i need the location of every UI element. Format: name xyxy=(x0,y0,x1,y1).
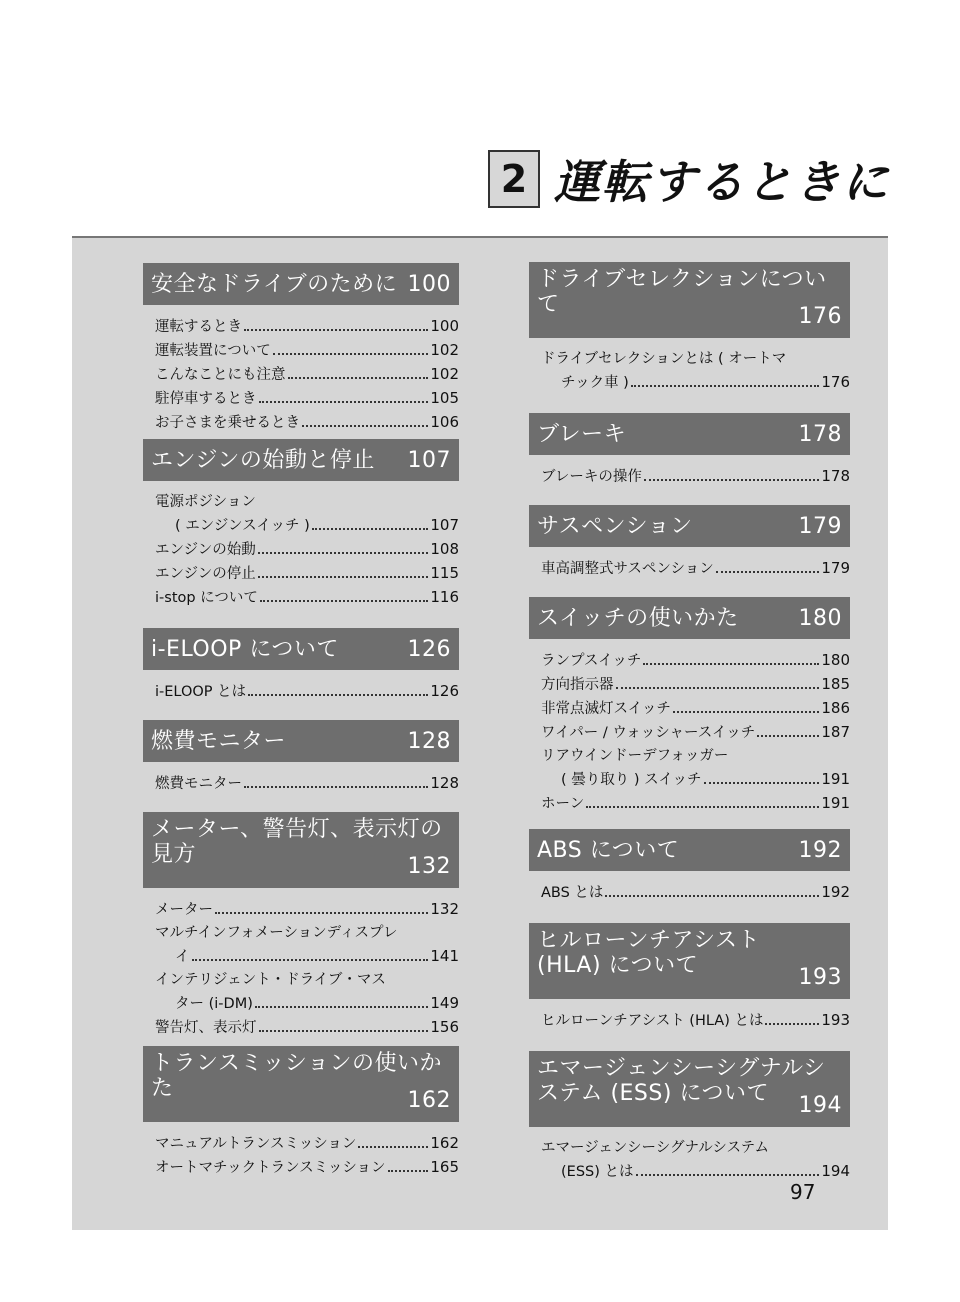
entry-page: 141 xyxy=(430,947,459,965)
entry-page: 115 xyxy=(430,564,459,582)
entry-text: ヒルローンチアシスト (HLA) とは xyxy=(541,1013,764,1029)
entry-text: 燃費モニター xyxy=(155,776,242,792)
section-heading[interactable] xyxy=(529,413,850,455)
entry-text-line1: ドライブセレクションとは ( オートマ xyxy=(541,351,787,367)
leader-dots xyxy=(586,806,819,808)
leader-dots xyxy=(631,385,820,387)
leader-dots xyxy=(273,353,429,355)
entry-page: 191 xyxy=(821,770,850,788)
toc-entry[interactable] xyxy=(155,514,459,538)
entry-page: 192 xyxy=(821,883,850,901)
entry-text: こんなことにも注意 xyxy=(155,367,286,383)
section-title: ABS について xyxy=(537,837,680,863)
entry-page: 162 xyxy=(430,1134,459,1152)
toc-entry[interactable] xyxy=(541,465,850,489)
entry-page: 187 xyxy=(821,723,850,741)
entry-text: メーター xyxy=(155,902,213,918)
entry-text: i-stop について xyxy=(155,590,258,606)
entry-page: 128 xyxy=(430,774,459,792)
section-heading[interactable] xyxy=(529,505,850,547)
section-items xyxy=(143,670,459,710)
toc-entry[interactable] xyxy=(541,792,850,816)
toc-entry[interactable] xyxy=(155,945,459,969)
entry-page: 156 xyxy=(430,1018,459,1036)
section-items xyxy=(143,762,459,802)
entry-text: 方向指示器 xyxy=(541,677,614,693)
entry-text: i-ELOOP とは xyxy=(155,684,247,700)
entry-text: イ xyxy=(175,949,190,965)
entry-text: 非常点滅灯スイッチ xyxy=(541,701,671,717)
entry-page: 106 xyxy=(430,413,459,431)
entry-text: お子さまを乗せるとき xyxy=(155,415,300,431)
section-title-line2: た xyxy=(151,1075,174,1101)
entry-text: ホーン xyxy=(541,796,585,812)
leader-dots xyxy=(673,711,819,713)
toc-entry[interactable] xyxy=(155,772,459,796)
entry-page: 193 xyxy=(821,1011,850,1029)
toc-entry[interactable] xyxy=(155,538,459,562)
section-title-line2: ステム (ESS) について xyxy=(537,1080,770,1106)
section-title: i-ELOOP について xyxy=(151,636,339,662)
entry-text: ランプスイッチ xyxy=(541,653,642,669)
entry-page: 100 xyxy=(430,317,459,335)
entry-text-line1: エマージェンシーシグナルシステム xyxy=(541,1140,769,1156)
toc-entry[interactable] xyxy=(155,1156,459,1180)
contents-column-left xyxy=(143,263,459,1180)
entry-page: 108 xyxy=(430,540,459,558)
section-page: 132 xyxy=(407,854,451,880)
toc-entry[interactable] xyxy=(155,363,459,387)
leader-dots xyxy=(312,528,429,530)
section-heading[interactable] xyxy=(143,263,459,305)
toc-entry[interactable] xyxy=(541,1009,850,1033)
leader-dots xyxy=(616,687,820,689)
section-title: ヒルローンチアシスト xyxy=(537,928,761,953)
section-heading[interactable] xyxy=(529,1051,850,1127)
entry-page: 191 xyxy=(821,794,850,812)
toc-entry[interactable] xyxy=(541,649,850,673)
section-items xyxy=(529,999,850,1039)
section-items xyxy=(529,455,850,495)
toc-entry[interactable] xyxy=(155,586,459,610)
section-items xyxy=(529,338,850,400)
entry-page: 149 xyxy=(430,994,459,1012)
entry-text: ABS とは xyxy=(541,885,604,901)
section-title: ブレーキ xyxy=(537,421,627,447)
section-heading[interactable] xyxy=(143,439,459,481)
leader-dots xyxy=(765,1023,819,1025)
entry-page: 165 xyxy=(430,1158,459,1176)
leader-dots xyxy=(260,600,428,602)
section-page: 100 xyxy=(407,271,451,297)
leader-dots xyxy=(636,1174,820,1176)
chapter-title: 運転するときに xyxy=(554,155,890,209)
section-heading[interactable] xyxy=(143,720,459,762)
section-items xyxy=(143,888,459,1035)
leader-dots xyxy=(358,1146,428,1148)
entry-page: 185 xyxy=(821,675,850,693)
entry-page: 180 xyxy=(821,651,850,669)
entry-text: 運転するとき xyxy=(155,319,242,335)
section-title-line2: て xyxy=(537,291,560,317)
entry-text: 車高調整式サスペンション xyxy=(541,561,714,577)
leader-dots xyxy=(643,663,819,665)
toc-entry[interactable] xyxy=(541,673,850,697)
section-page: 126 xyxy=(407,636,451,662)
entry-page: 116 xyxy=(430,588,459,606)
leader-dots xyxy=(704,782,820,784)
section-page: 107 xyxy=(407,447,451,473)
section-title: 燃費モニター xyxy=(151,728,287,754)
entry-page: 194 xyxy=(821,1162,850,1180)
entry-page: 178 xyxy=(821,467,850,485)
entry-text: オートマチックトランスミッション xyxy=(155,1160,386,1176)
entry-text: マニュアルトランスミッション xyxy=(155,1136,357,1152)
leader-dots xyxy=(244,786,428,788)
toc-entry[interactable] xyxy=(541,371,850,395)
section-heading[interactable] xyxy=(529,923,850,999)
leader-dots xyxy=(757,735,819,737)
toc-entry[interactable] xyxy=(541,881,850,905)
leader-dots xyxy=(288,377,429,379)
entry-text-line1: インテリジェント・ドライブ・マス xyxy=(155,972,386,988)
entry-page: 179 xyxy=(821,559,850,577)
entry-text: ブレーキの操作 xyxy=(541,469,642,485)
leader-dots xyxy=(302,425,428,427)
toc-entry[interactable] xyxy=(155,339,459,363)
entry-text: ター (i-DM) xyxy=(175,996,253,1012)
entry-text-line1: リアウインドーデフォッガー xyxy=(541,748,729,764)
chapter-heading xyxy=(488,150,890,208)
section-title: トランスミッションの使いか xyxy=(151,1051,442,1076)
section-heading[interactable] xyxy=(529,829,850,871)
entry-page: 107 xyxy=(430,516,459,534)
section-page: 180 xyxy=(798,605,842,631)
section-page: 178 xyxy=(798,421,842,447)
section-items xyxy=(143,481,459,615)
toc-entry[interactable] xyxy=(155,898,459,922)
toc-entry[interactable] xyxy=(541,697,850,721)
section-title: エマージェンシーシグナルシ xyxy=(537,1056,826,1081)
toc-entry[interactable] xyxy=(155,315,459,339)
entry-page: 132 xyxy=(430,900,459,918)
section-title: スイッチの使いかた xyxy=(537,605,739,631)
toc-entry[interactable] xyxy=(155,680,459,704)
section-heading[interactable] xyxy=(529,262,850,338)
entry-text: 運転装置について xyxy=(155,343,271,359)
toc-entry[interactable] xyxy=(155,562,459,586)
entry-text: エンジンの始動 xyxy=(155,542,256,558)
section-page: 162 xyxy=(407,1088,451,1114)
section-page: 176 xyxy=(798,304,842,330)
toc-entry[interactable] xyxy=(155,411,459,435)
leader-dots xyxy=(716,571,820,573)
leader-dots xyxy=(388,1170,429,1172)
entry-page: 105 xyxy=(430,389,459,407)
leader-dots xyxy=(192,959,429,961)
section-page: 194 xyxy=(798,1093,842,1119)
toc-entry[interactable] xyxy=(155,1016,459,1040)
leader-dots xyxy=(248,694,428,696)
leader-dots xyxy=(215,912,428,914)
entry-page: 102 xyxy=(430,365,459,383)
section-heading[interactable] xyxy=(529,597,850,639)
entry-text: 警告灯、表示灯 xyxy=(155,1020,257,1036)
section-heading[interactable] xyxy=(143,1046,459,1122)
section-title: ドライブセレクションについ xyxy=(537,267,827,292)
section-heading[interactable] xyxy=(143,628,459,670)
section-items xyxy=(529,639,850,819)
toc-entry[interactable] xyxy=(155,992,459,1016)
entry-text-line1: マルチインフォメーションディスプレ xyxy=(155,925,398,941)
section-title: サスペンション xyxy=(537,513,693,539)
leader-dots xyxy=(259,1030,429,1032)
chapter-number: 2 xyxy=(488,150,540,208)
section-page: 179 xyxy=(798,513,842,539)
section-title-line2: 見方 xyxy=(151,841,197,867)
section-items xyxy=(529,1127,850,1184)
entry-text-line1: 電源ポジション xyxy=(155,494,256,510)
contents-column-right xyxy=(529,262,850,1184)
section-title: 安全なドライブのために xyxy=(151,271,398,297)
leader-dots xyxy=(244,329,428,331)
entry-text: ( 曇り取り ) スイッチ xyxy=(561,772,702,788)
leader-dots xyxy=(258,576,429,578)
entry-page: 126 xyxy=(430,682,459,700)
entry-text: (ESS) とは xyxy=(561,1164,634,1180)
section-items xyxy=(143,305,459,429)
entry-page: 186 xyxy=(821,699,850,717)
section-heading[interactable] xyxy=(143,812,459,888)
section-items xyxy=(143,1122,459,1180)
entry-text: エンジンの停止 xyxy=(155,566,256,582)
toc-entry[interactable] xyxy=(155,387,459,411)
section-page: 128 xyxy=(407,728,451,754)
toc-entry[interactable] xyxy=(155,1132,459,1156)
section-title: メーター、警告灯、表示灯の xyxy=(151,817,443,842)
page-number: 97 xyxy=(790,1180,816,1204)
leader-dots xyxy=(255,1006,428,1008)
entry-text: ( エンジンスイッチ ) xyxy=(175,518,310,534)
entry-page: 176 xyxy=(821,373,850,391)
leader-dots xyxy=(605,895,819,897)
entry-text: チック車 ) xyxy=(561,375,629,391)
toc-entry[interactable] xyxy=(541,721,850,745)
entry-text: ワイパー / ウォッシャースイッチ xyxy=(541,725,756,741)
section-page: 192 xyxy=(798,837,842,863)
section-items xyxy=(529,871,850,911)
section-items xyxy=(529,547,850,587)
toc-entry[interactable] xyxy=(541,557,850,581)
entry-text: 駐停車するとき xyxy=(155,391,257,407)
toc-entry[interactable] xyxy=(541,768,850,792)
leader-dots xyxy=(644,479,819,481)
section-page: 193 xyxy=(798,965,842,991)
section-title-line2: (HLA) について xyxy=(537,952,699,978)
leader-dots xyxy=(258,552,429,554)
leader-dots xyxy=(259,401,429,403)
section-title: エンジンの始動と停止 xyxy=(151,447,375,473)
entry-page: 102 xyxy=(430,341,459,359)
